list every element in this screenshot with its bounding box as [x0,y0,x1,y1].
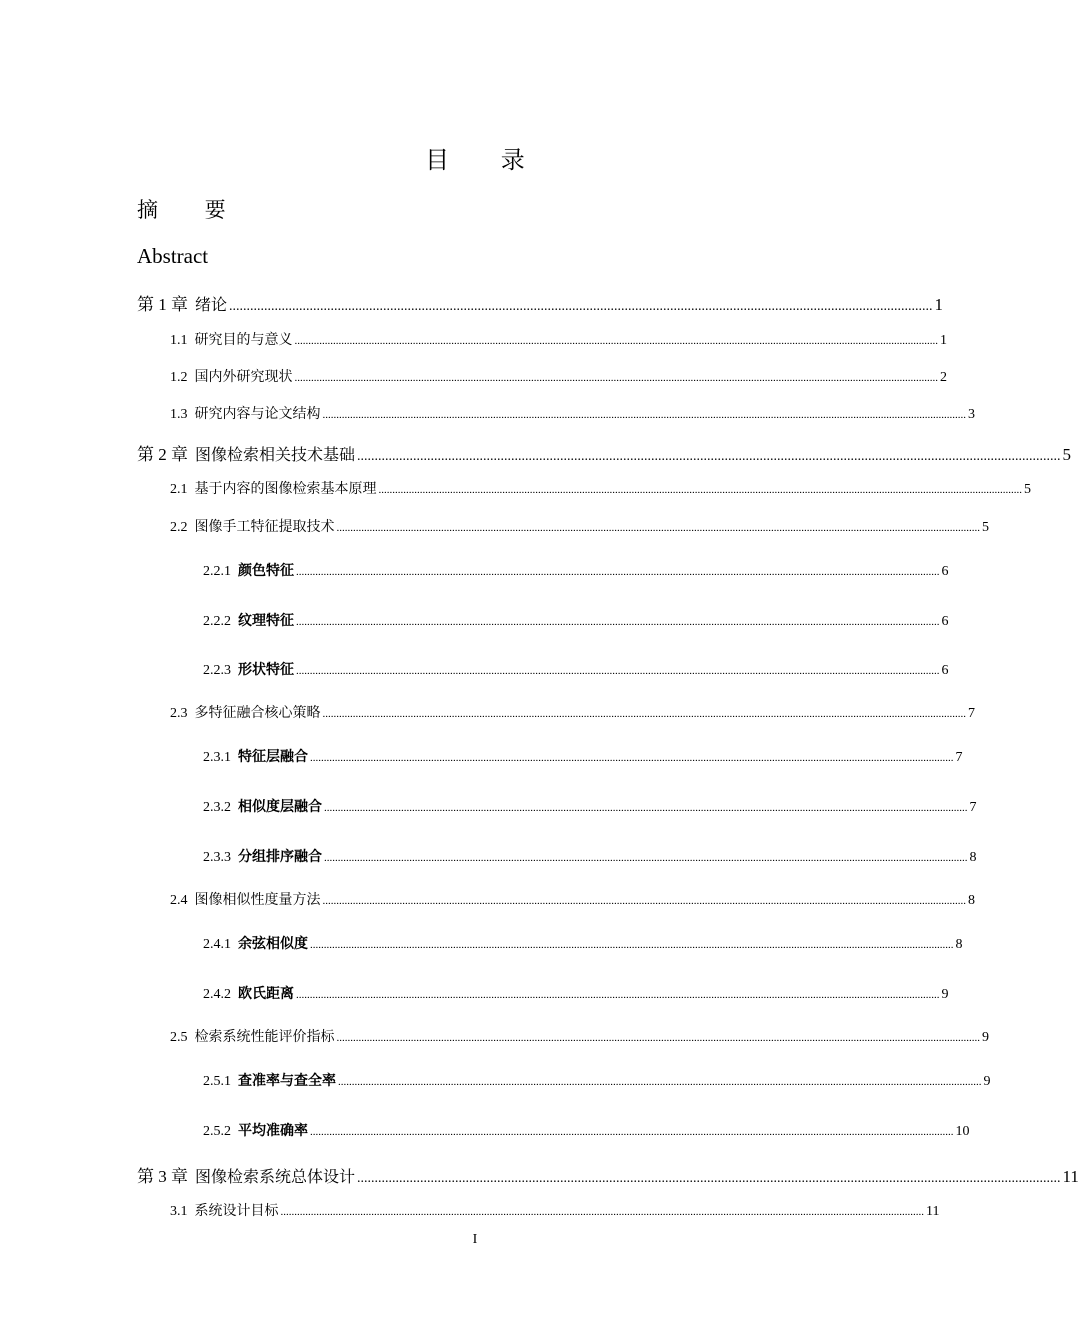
dot-leader: ......................................................................................................................................................................................................... [357,449,1061,464]
toc-entry-number: 2.2.1 [203,564,231,579]
toc-entry-page: 11 [1062,1167,1079,1186]
dot-leader: .......................................................................................................................................................................................................................................... [322,708,966,720]
toc-entry-title: 图像检索相关技术基础 [195,445,356,464]
toc-entry-1-1[interactable] [170,329,947,349]
toc-title: 目 录 [425,146,547,174]
toc-entry-number: 2.5.2 [203,1124,231,1139]
toc-entry-title: 研究目的与意义 [194,332,293,348]
toc-entry-1-2[interactable] [170,366,947,386]
toc-entry-page: 5 [982,520,989,535]
toc-entry-number: 2.3 [170,706,188,721]
toc-entry-page: 2 [940,370,947,385]
toc-entry-title: 欧氏距离 [238,986,294,1002]
dot-leader: .......................................................................................................................................................................................................................................... [296,665,940,677]
dot-leader: ......................................................................................................................................................................................................... [229,299,933,314]
toc-entry-page: 9 [983,1074,991,1089]
dot-leader: .......................................................................................................................................................................................................................................... [310,939,954,951]
toc-entry-title: 余弦相似度 [238,936,308,952]
dot-leader: .......................................................................................................................................................................................................................................... [322,895,966,907]
toc-entry-number: 2.2 [170,520,188,535]
toc-entry-number: 3.1 [170,1204,188,1219]
toc-entry-abstract-zh[interactable]: 摘 要 [137,198,246,222]
dot-leader: .......................................................................................................................................................................................................................................... [296,616,940,628]
toc-entry-number: 2.4.2 [203,987,231,1002]
toc-entry-number: 2.5 [170,1030,188,1045]
dot-leader: ......................................................................................................................................................................................................... [357,1171,1061,1186]
toc-entry-number: 2.5.1 [203,1074,231,1089]
toc-entry-2-2-1[interactable] [203,560,949,580]
toc-entry-page: 9 [982,1030,989,1045]
toc-entry-title: 系统设计目标 [194,1203,279,1219]
toc-entry-page: 7 [955,750,963,765]
toc-entry-page: 1 [934,295,944,314]
toc-entry-number: 第 3 章 [137,1167,188,1186]
toc-entry-number: 2.4 [170,893,188,908]
toc-entry-page: 5 [1062,445,1072,464]
dot-leader: .......................................................................................................................................................................................................................................... [294,335,938,347]
toc-entry-page: 8 [969,850,977,865]
toc-entry-number: 2.3.3 [203,850,231,865]
toc-entry-2-5-2[interactable] [203,1120,970,1140]
toc-entry-number: 1.2 [170,370,188,385]
toc-entry-title: 查准率与查全率 [238,1073,336,1089]
toc-entry-number: 2.3.1 [203,750,231,765]
toc-entry-title: 国内外研究现状 [194,369,293,385]
toc-entry-title: 纹理特征 [238,613,294,629]
toc-entry-page: 9 [941,987,949,1002]
toc-entry-page: 7 [969,800,977,815]
toc-entry-2-3-1[interactable] [203,746,963,766]
toc-entry-2-5-1[interactable] [203,1070,991,1090]
toc-entry-number: 2.2.3 [203,663,231,678]
toc-entry-2-3[interactable] [170,702,975,722]
toc-entry-page: 3 [968,407,975,422]
toc-entry-chapter-2[interactable] [137,440,1072,465]
toc-entry-title: 多特征融合核心策略 [194,705,321,721]
dot-leader: .......................................................................................................................................................................................................................................... [310,1126,954,1138]
toc-entry-title: 检索系统性能评价指标 [194,1029,335,1045]
toc-entry-number: 2.2.2 [203,614,231,629]
dot-leader: .......................................................................................................................................................................................................................................... [310,752,954,764]
toc-entry-title: 平均准确率 [238,1123,308,1139]
toc-entry-number: 2.3.2 [203,800,231,815]
toc-entry-chapter-1[interactable] [137,290,944,315]
toc-entry-page: 6 [941,663,949,678]
toc-entry-title: 相似度层融合 [238,799,322,815]
toc-entry-2-4[interactable] [170,889,975,909]
toc-entry-title: 图像检索系统总体设计 [195,1167,356,1186]
toc-entry-page: 1 [940,333,947,348]
toc-entry-title: 颜色特征 [238,563,294,579]
toc-entry-title: 特征层融合 [238,749,308,765]
toc-entry-number: 2.4.1 [203,937,231,952]
dot-leader: .......................................................................................................................................................................................................................................... [378,484,1022,496]
toc-entry-number: 1.3 [170,407,188,422]
toc-entry-title: 研究内容与论文结构 [194,406,321,422]
toc-entry-2-3-2[interactable] [203,796,977,816]
toc-entry-title: 基于内容的图像检索基本原理 [194,481,377,497]
toc-entry-2-4-1[interactable] [203,933,963,953]
toc-entry-number: 第 2 章 [137,445,188,464]
dot-leader: .......................................................................................................................................................................................................................................... [322,409,966,421]
toc-entry-title: 形状特征 [238,662,294,678]
dot-leader: .......................................................................................................................................................................................................................................... [324,802,968,814]
dot-leader: .......................................................................................................................................................................................................................................... [336,1032,980,1044]
dot-leader: .......................................................................................................................................................................................................................................... [324,852,968,864]
dot-leader: .......................................................................................................................................................................................................................................... [296,989,940,1001]
dot-leader: .......................................................................................................................................................................................................................................... [294,372,938,384]
toc-entry-1-3[interactable] [170,403,975,423]
toc-entry-page: 6 [941,564,949,579]
toc-entry-2-4-2[interactable] [203,983,949,1003]
toc-entry-abstract-en[interactable]: Abstract [137,244,209,268]
toc-entry-page: 10 [955,1124,970,1139]
toc-entry-2-5[interactable] [170,1026,989,1046]
toc-entry-2-2[interactable] [170,516,989,536]
toc-entry-number: 第 1 章 [137,295,188,314]
toc-entry-number: 2.1 [170,482,188,497]
toc-entry-number: 1.1 [170,333,188,348]
toc-entry-title: 分组排序融合 [238,849,322,865]
toc-entry-title: 图像手工特征提取技术 [194,519,335,535]
dot-leader: .......................................................................................................................................................................................................................................... [338,1076,982,1088]
toc-entry-page: 8 [968,893,975,908]
toc-entry-chapter-3[interactable] [137,1162,1079,1187]
toc-entry-2-2-2[interactable] [203,610,949,630]
dot-leader: .......................................................................................................................................................................................................................................... [296,566,940,578]
toc-entry-page: 5 [1024,482,1031,497]
toc-entry-title: 图像相似性度量方法 [194,892,321,908]
toc-entry-page: 7 [968,706,975,721]
dot-leader: .......................................................................................................................................................................................................................................... [336,522,980,534]
toc-entry-2-2-3[interactable] [203,659,949,679]
toc-entry-title: 绪论 [195,295,228,314]
toc-entry-page: 6 [941,614,949,629]
toc-entry-2-3-3[interactable] [203,846,977,866]
dot-leader: .......................................................................................................................................................................................................................................... [280,1206,924,1218]
toc-entry-3-1[interactable] [170,1200,940,1220]
page-number: I [472,1232,478,1247]
toc-entry-page: 8 [955,937,963,952]
toc-entry-2-1[interactable] [170,478,1031,498]
toc-entry-page: 11 [926,1204,940,1219]
